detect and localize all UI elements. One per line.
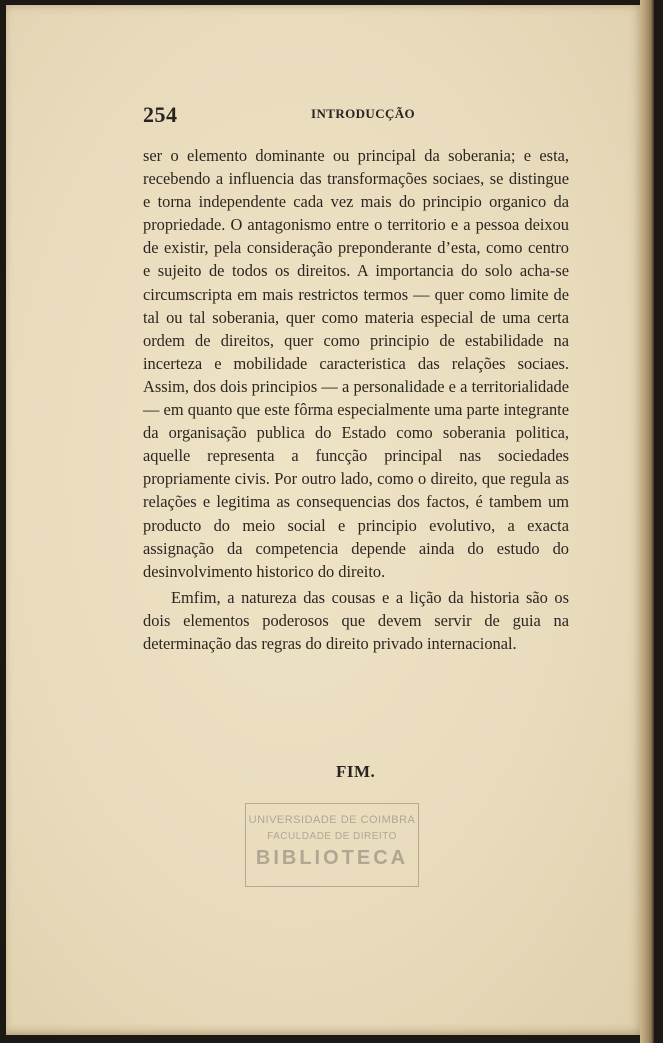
running-title: INTRODUCÇÃO <box>311 106 416 121</box>
stamp-line-1: UNIVERSIDADE DE COIMBRA <box>248 814 416 826</box>
page-edge <box>640 0 654 1043</box>
paragraph-2: Emfim, a natureza das cousas e a lição da historia são os dois elementos poderosos que devem servir de guia na determinação das regras do direito privado internacional. <box>143 587 569 653</box>
page-number: 254 <box>143 102 178 127</box>
end-mark: FIM. <box>336 762 376 781</box>
body-text <box>143 144 569 655</box>
paragraph-1: ser o elemento dominante ou principal da soberania; e esta, recebendo a influencia das transformações sociaes, se distingue e torna independente cada vez mais do principio organico da propriedade. O antagonismo entre o territorio e a pessoa deixou de existir, pela consideração preponderante d’esta, como centro e sujeito de todos os direitos. A importancia do solo acha-se circumscripta em mais restrictos termos — quer como limite de tal ou tal soberania, quer como materia especial de uma certa ordem de direitos, quer como principio de estabilidade na incerteza e mobilidade caracteristica das relações sociaes. Assim, dos dois principios — a personalidade e a territorialidade — em quanto que este fôrma especialmente uma parte integrante da organisação publica do Estado como soberania politica, aquelle representa a funcção principal nas sociedades propriamente civis. Por outro lado, como o direito, que regula as relações e legitima as consequencias dos factos, é tambem um producto do meio social e principio evolutivo, a exacta assignação da competencia depende ainda do estudo do desinvolvimento historico do direito. <box>143 146 569 581</box>
stamp-line-2: FACULDADE DE DIREITO <box>267 831 397 842</box>
library-stamp <box>245 803 419 887</box>
stamp-line-3: BIBLIOTECA <box>255 847 409 869</box>
